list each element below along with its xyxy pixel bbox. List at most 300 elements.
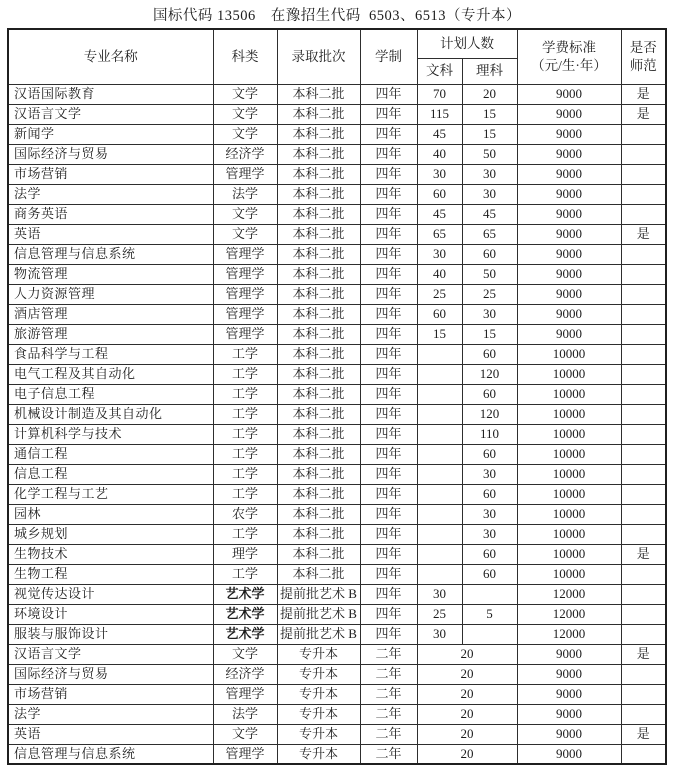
batch-cell: 本科二批 (277, 104, 360, 124)
normal-cell (621, 124, 666, 144)
major-cell: 英语 (8, 724, 213, 744)
table-row (8, 744, 666, 764)
batch-cell: 本科二批 (277, 184, 360, 204)
category-cell: 管理学 (213, 304, 277, 324)
major-cell: 城乡规划 (8, 524, 213, 544)
duration-cell: 二年 (360, 704, 417, 724)
duration-cell: 四年 (360, 224, 417, 244)
normal-cell (621, 204, 666, 224)
major-cell: 市场营销 (8, 164, 213, 184)
plan-arts-cell (417, 424, 462, 444)
tuition-cell: 9000 (517, 684, 621, 704)
normal-cell (621, 584, 666, 604)
plan-arts-cell: 60 (417, 184, 462, 204)
major-cell: 信息管理与信息系统 (8, 744, 213, 764)
normal-cell: 是 (621, 224, 666, 244)
tuition-cell: 10000 (517, 484, 621, 504)
category-cell: 文学 (213, 644, 277, 664)
category-cell: 文学 (213, 124, 277, 144)
normal-cell (621, 344, 666, 364)
plan-science-cell: 30 (462, 524, 517, 544)
table-row (8, 164, 666, 184)
normal-cell (621, 284, 666, 304)
table-row (8, 624, 666, 644)
duration-cell: 四年 (360, 504, 417, 524)
duration-cell: 四年 (360, 184, 417, 204)
normal-cell (621, 264, 666, 284)
duration-cell: 四年 (360, 604, 417, 624)
table-row (8, 324, 666, 344)
batch-cell: 本科二批 (277, 84, 360, 104)
category-cell: 艺术学 (213, 604, 277, 624)
plan-science-cell: 65 (462, 224, 517, 244)
plan-science-cell: 60 (462, 244, 517, 264)
duration-cell: 四年 (360, 204, 417, 224)
normal-cell (621, 664, 666, 684)
plan-science-cell (462, 624, 517, 644)
normal-cell (621, 444, 666, 464)
major-cell: 园林 (8, 504, 213, 524)
plan-science-cell: 110 (462, 424, 517, 444)
batch-cell: 专升本 (277, 644, 360, 664)
major-cell: 视觉传达设计 (8, 584, 213, 604)
duration-cell: 四年 (360, 464, 417, 484)
plan-science-cell: 5 (462, 604, 517, 624)
table-row (8, 644, 666, 664)
duration-cell: 四年 (360, 284, 417, 304)
plan-arts-cell: 30 (417, 244, 462, 264)
category-cell: 工学 (213, 364, 277, 384)
major-cell: 商务英语 (8, 204, 213, 224)
duration-cell: 四年 (360, 624, 417, 644)
duration-cell: 四年 (360, 164, 417, 184)
duration-cell: 四年 (360, 264, 417, 284)
page-title: 国标代码 13506 在豫招生代码 6503、6513（专升本） (152, 8, 522, 24)
plan-science-cell (462, 584, 517, 604)
category-cell: 文学 (213, 104, 277, 124)
batch-cell: 本科二批 (277, 444, 360, 464)
table-row (8, 464, 666, 484)
tuition-cell: 10000 (517, 564, 621, 584)
major-cell: 电子信息工程 (8, 384, 213, 404)
duration-cell: 四年 (360, 484, 417, 504)
batch-cell: 本科二批 (277, 244, 360, 264)
batch-cell: 提前批艺术 B (277, 584, 360, 604)
category-cell: 理学 (213, 544, 277, 564)
plan-science-cell: 120 (462, 364, 517, 384)
normal-cell: 是 (621, 544, 666, 564)
plan-arts-cell (417, 524, 462, 544)
tuition-cell: 12000 (517, 624, 621, 644)
plan-arts-cell: 40 (417, 264, 462, 284)
plan-merged-cell: 20 (417, 724, 517, 744)
duration-cell: 四年 (360, 84, 417, 104)
category-cell: 艺术学 (213, 624, 277, 644)
table-row (8, 304, 666, 324)
normal-cell (621, 564, 666, 584)
plan-science-cell: 60 (462, 484, 517, 504)
plan-science-cell: 30 (462, 504, 517, 524)
plan-merged-cell: 20 (417, 684, 517, 704)
category-cell: 工学 (213, 564, 277, 584)
major-cell: 市场营销 (8, 684, 213, 704)
normal-cell (621, 144, 666, 164)
table-row (8, 84, 666, 104)
major-cell: 国际经济与贸易 (8, 144, 213, 164)
table-row (8, 264, 666, 284)
tuition-cell: 10000 (517, 504, 621, 524)
duration-cell: 四年 (360, 384, 417, 404)
header-normal (621, 29, 666, 84)
table-row (8, 484, 666, 504)
duration-cell: 四年 (360, 424, 417, 444)
plan-arts-cell: 45 (417, 204, 462, 224)
normal-cell: 是 (621, 84, 666, 104)
category-cell: 管理学 (213, 744, 277, 764)
batch-cell: 本科二批 (277, 544, 360, 564)
duration-cell: 四年 (360, 544, 417, 564)
plan-science-cell: 60 (462, 344, 517, 364)
tuition-cell: 10000 (517, 364, 621, 384)
category-cell: 法学 (213, 184, 277, 204)
normal-cell (621, 424, 666, 444)
major-cell: 汉语国际教育 (8, 84, 213, 104)
plan-arts-cell: 45 (417, 124, 462, 144)
normal-cell (621, 484, 666, 504)
tuition-cell: 10000 (517, 384, 621, 404)
table-row (8, 504, 666, 524)
batch-cell: 提前批艺术 B (277, 604, 360, 624)
plan-science-cell: 30 (462, 164, 517, 184)
normal-cell (621, 684, 666, 704)
duration-cell: 二年 (360, 684, 417, 704)
plan-arts-cell (417, 464, 462, 484)
header-tuition-line2: （元/生·年） (531, 57, 607, 73)
plan-arts-cell (417, 344, 462, 364)
major-cell: 信息工程 (8, 464, 213, 484)
category-cell: 法学 (213, 704, 277, 724)
header-category: 科类 (213, 29, 277, 84)
major-cell: 计算机科学与技术 (8, 424, 213, 444)
batch-cell: 本科二批 (277, 304, 360, 324)
batch-cell: 本科二批 (277, 384, 360, 404)
tuition-cell: 9000 (517, 724, 621, 744)
plan-science-cell: 45 (462, 204, 517, 224)
major-cell: 汉语言文学 (8, 104, 213, 124)
category-cell: 艺术学 (213, 584, 277, 604)
batch-cell: 专升本 (277, 684, 360, 704)
plan-science-cell: 50 (462, 144, 517, 164)
normal-cell (621, 324, 666, 344)
table-body (8, 84, 666, 764)
plan-arts-cell (417, 404, 462, 424)
category-cell: 工学 (213, 484, 277, 504)
plan-arts-cell: 30 (417, 584, 462, 604)
table-row (8, 604, 666, 624)
batch-cell: 本科二批 (277, 504, 360, 524)
normal-cell (621, 704, 666, 724)
table-row (8, 424, 666, 444)
table-row (8, 664, 666, 684)
plan-arts-cell: 25 (417, 284, 462, 304)
table-row (8, 364, 666, 384)
plan-merged-cell: 20 (417, 664, 517, 684)
plan-science-cell: 15 (462, 324, 517, 344)
batch-cell: 本科二批 (277, 124, 360, 144)
major-cell: 服装与服饰设计 (8, 624, 213, 644)
plan-arts-cell: 60 (417, 304, 462, 324)
table-row (8, 584, 666, 604)
table-row (8, 244, 666, 264)
category-cell: 文学 (213, 204, 277, 224)
plan-science-cell: 60 (462, 444, 517, 464)
category-cell: 管理学 (213, 284, 277, 304)
plan-arts-cell (417, 484, 462, 504)
plan-science-cell: 30 (462, 304, 517, 324)
plan-science-cell: 120 (462, 404, 517, 424)
category-cell: 文学 (213, 84, 277, 104)
table-row (8, 344, 666, 364)
duration-cell: 二年 (360, 664, 417, 684)
table-row (8, 384, 666, 404)
tuition-cell: 9000 (517, 204, 621, 224)
normal-cell (621, 504, 666, 524)
category-cell: 工学 (213, 384, 277, 404)
plan-science-cell: 15 (462, 124, 517, 144)
major-cell: 新闻学 (8, 124, 213, 144)
duration-cell: 四年 (360, 124, 417, 144)
enrollment-plan-table (7, 28, 667, 765)
category-cell: 管理学 (213, 244, 277, 264)
plan-science-cell: 15 (462, 104, 517, 124)
major-cell: 化学工程与工艺 (8, 484, 213, 504)
plan-science-cell: 60 (462, 384, 517, 404)
plan-arts-cell: 15 (417, 324, 462, 344)
table-row (8, 444, 666, 464)
category-cell: 管理学 (213, 164, 277, 184)
category-cell: 管理学 (213, 324, 277, 344)
duration-cell: 四年 (360, 304, 417, 324)
batch-cell: 本科二批 (277, 164, 360, 184)
category-cell: 文学 (213, 724, 277, 744)
normal-cell (621, 244, 666, 264)
header-plan-arts: 文科 (417, 58, 462, 84)
header-plan-science: 理科 (462, 58, 517, 84)
category-cell: 经济学 (213, 144, 277, 164)
batch-cell: 本科二批 (277, 344, 360, 364)
table-row (8, 224, 666, 244)
table-header (8, 29, 666, 84)
category-cell: 管理学 (213, 264, 277, 284)
plan-science-cell: 60 (462, 544, 517, 564)
plan-science-cell: 30 (462, 464, 517, 484)
batch-cell: 本科二批 (277, 284, 360, 304)
duration-cell: 四年 (360, 364, 417, 384)
major-cell: 汉语言文学 (8, 644, 213, 664)
header-normal-line1: 是否 (629, 40, 657, 56)
duration-cell: 四年 (360, 404, 417, 424)
batch-cell: 本科二批 (277, 144, 360, 164)
batch-cell: 专升本 (277, 744, 360, 764)
plan-arts-cell: 30 (417, 624, 462, 644)
header-major: 专业名称 (8, 29, 213, 84)
table-row (8, 104, 666, 124)
major-cell: 英语 (8, 224, 213, 244)
tuition-cell: 10000 (517, 444, 621, 464)
tuition-cell: 10000 (517, 344, 621, 364)
normal-cell (621, 304, 666, 324)
batch-cell: 专升本 (277, 664, 360, 684)
plan-arts-cell (417, 564, 462, 584)
category-cell: 文学 (213, 224, 277, 244)
tuition-cell: 9000 (517, 84, 621, 104)
plan-science-cell: 60 (462, 564, 517, 584)
tuition-cell: 10000 (517, 464, 621, 484)
major-cell: 人力资源管理 (8, 284, 213, 304)
major-cell: 酒店管理 (8, 304, 213, 324)
header-normal-line2: 师范 (629, 57, 657, 73)
major-cell: 通信工程 (8, 444, 213, 464)
tuition-cell: 9000 (517, 244, 621, 264)
plan-merged-cell: 20 (417, 744, 517, 764)
normal-cell (621, 464, 666, 484)
plan-arts-cell (417, 544, 462, 564)
normal-cell (621, 404, 666, 424)
table-row (8, 144, 666, 164)
plan-arts-cell (417, 384, 462, 404)
tuition-cell: 9000 (517, 324, 621, 344)
normal-cell: 是 (621, 724, 666, 744)
duration-cell: 四年 (360, 524, 417, 544)
batch-cell: 专升本 (277, 704, 360, 724)
table-row (8, 724, 666, 744)
plan-merged-cell: 20 (417, 644, 517, 664)
normal-cell (621, 164, 666, 184)
tuition-cell: 9000 (517, 744, 621, 764)
duration-cell: 四年 (360, 244, 417, 264)
tuition-cell: 9000 (517, 104, 621, 124)
table-row (8, 684, 666, 704)
tuition-cell: 12000 (517, 584, 621, 604)
batch-cell: 本科二批 (277, 564, 360, 584)
tuition-cell: 10000 (517, 424, 621, 444)
duration-cell: 四年 (360, 324, 417, 344)
duration-cell: 四年 (360, 584, 417, 604)
major-cell: 生物工程 (8, 564, 213, 584)
tuition-cell: 12000 (517, 604, 621, 624)
header-row-top (8, 29, 666, 58)
normal-cell: 是 (621, 644, 666, 664)
batch-cell: 本科二批 (277, 204, 360, 224)
plan-arts-cell (417, 364, 462, 384)
category-cell: 经济学 (213, 664, 277, 684)
tuition-cell: 9000 (517, 664, 621, 684)
plan-science-cell: 30 (462, 184, 517, 204)
duration-cell: 四年 (360, 104, 417, 124)
tuition-cell: 9000 (517, 124, 621, 144)
major-cell: 法学 (8, 184, 213, 204)
category-cell: 工学 (213, 464, 277, 484)
tuition-cell: 9000 (517, 704, 621, 724)
category-cell: 工学 (213, 404, 277, 424)
table-row (8, 564, 666, 584)
plan-arts-cell: 40 (417, 144, 462, 164)
major-cell: 物流管理 (8, 264, 213, 284)
tuition-cell: 10000 (517, 544, 621, 564)
plan-science-cell: 20 (462, 84, 517, 104)
category-cell: 管理学 (213, 684, 277, 704)
category-cell: 工学 (213, 524, 277, 544)
table-row (8, 124, 666, 144)
duration-cell: 四年 (360, 564, 417, 584)
tuition-cell: 9000 (517, 164, 621, 184)
tuition-cell: 9000 (517, 284, 621, 304)
category-cell: 工学 (213, 424, 277, 444)
batch-cell: 本科二批 (277, 424, 360, 444)
duration-cell: 四年 (360, 144, 417, 164)
header-batch: 录取批次 (277, 29, 360, 84)
header-tuition (517, 29, 621, 84)
plan-merged-cell: 20 (417, 704, 517, 724)
table-row (8, 544, 666, 564)
plan-arts-cell: 70 (417, 84, 462, 104)
major-cell: 国际经济与贸易 (8, 664, 213, 684)
major-cell: 法学 (8, 704, 213, 724)
category-cell: 工学 (213, 344, 277, 364)
table-row (8, 404, 666, 424)
tuition-cell: 10000 (517, 524, 621, 544)
batch-cell: 本科二批 (277, 404, 360, 424)
normal-cell (621, 624, 666, 644)
major-cell: 旅游管理 (8, 324, 213, 344)
batch-cell: 本科二批 (277, 464, 360, 484)
plan-arts-cell: 115 (417, 104, 462, 124)
duration-cell: 二年 (360, 724, 417, 744)
major-cell: 机械设计制造及其自动化 (8, 404, 213, 424)
tuition-cell: 9000 (517, 304, 621, 324)
header-duration: 学制 (360, 29, 417, 84)
batch-cell: 本科二批 (277, 484, 360, 504)
batch-cell: 本科二批 (277, 524, 360, 544)
table-row (8, 284, 666, 304)
normal-cell: 是 (621, 104, 666, 124)
batch-cell: 本科二批 (277, 224, 360, 244)
batch-cell: 本科二批 (277, 364, 360, 384)
header-tuition-line1: 学费标准 (542, 40, 596, 56)
normal-cell (621, 524, 666, 544)
duration-cell: 四年 (360, 344, 417, 364)
normal-cell (621, 364, 666, 384)
tuition-cell: 9000 (517, 264, 621, 284)
plan-arts-cell: 25 (417, 604, 462, 624)
batch-cell: 本科二批 (277, 324, 360, 344)
tuition-cell: 9000 (517, 224, 621, 244)
duration-cell: 四年 (360, 444, 417, 464)
batch-cell: 本科二批 (277, 264, 360, 284)
table-row (8, 204, 666, 224)
plan-science-cell: 25 (462, 284, 517, 304)
major-cell: 环境设计 (8, 604, 213, 624)
header-plan-group: 计划人数 (417, 29, 517, 58)
normal-cell (621, 744, 666, 764)
tuition-cell: 9000 (517, 144, 621, 164)
major-cell: 生物技术 (8, 544, 213, 564)
normal-cell (621, 384, 666, 404)
plan-arts-cell: 30 (417, 164, 462, 184)
category-cell: 农学 (213, 504, 277, 524)
major-cell: 信息管理与信息系统 (8, 244, 213, 264)
table-row (8, 524, 666, 544)
